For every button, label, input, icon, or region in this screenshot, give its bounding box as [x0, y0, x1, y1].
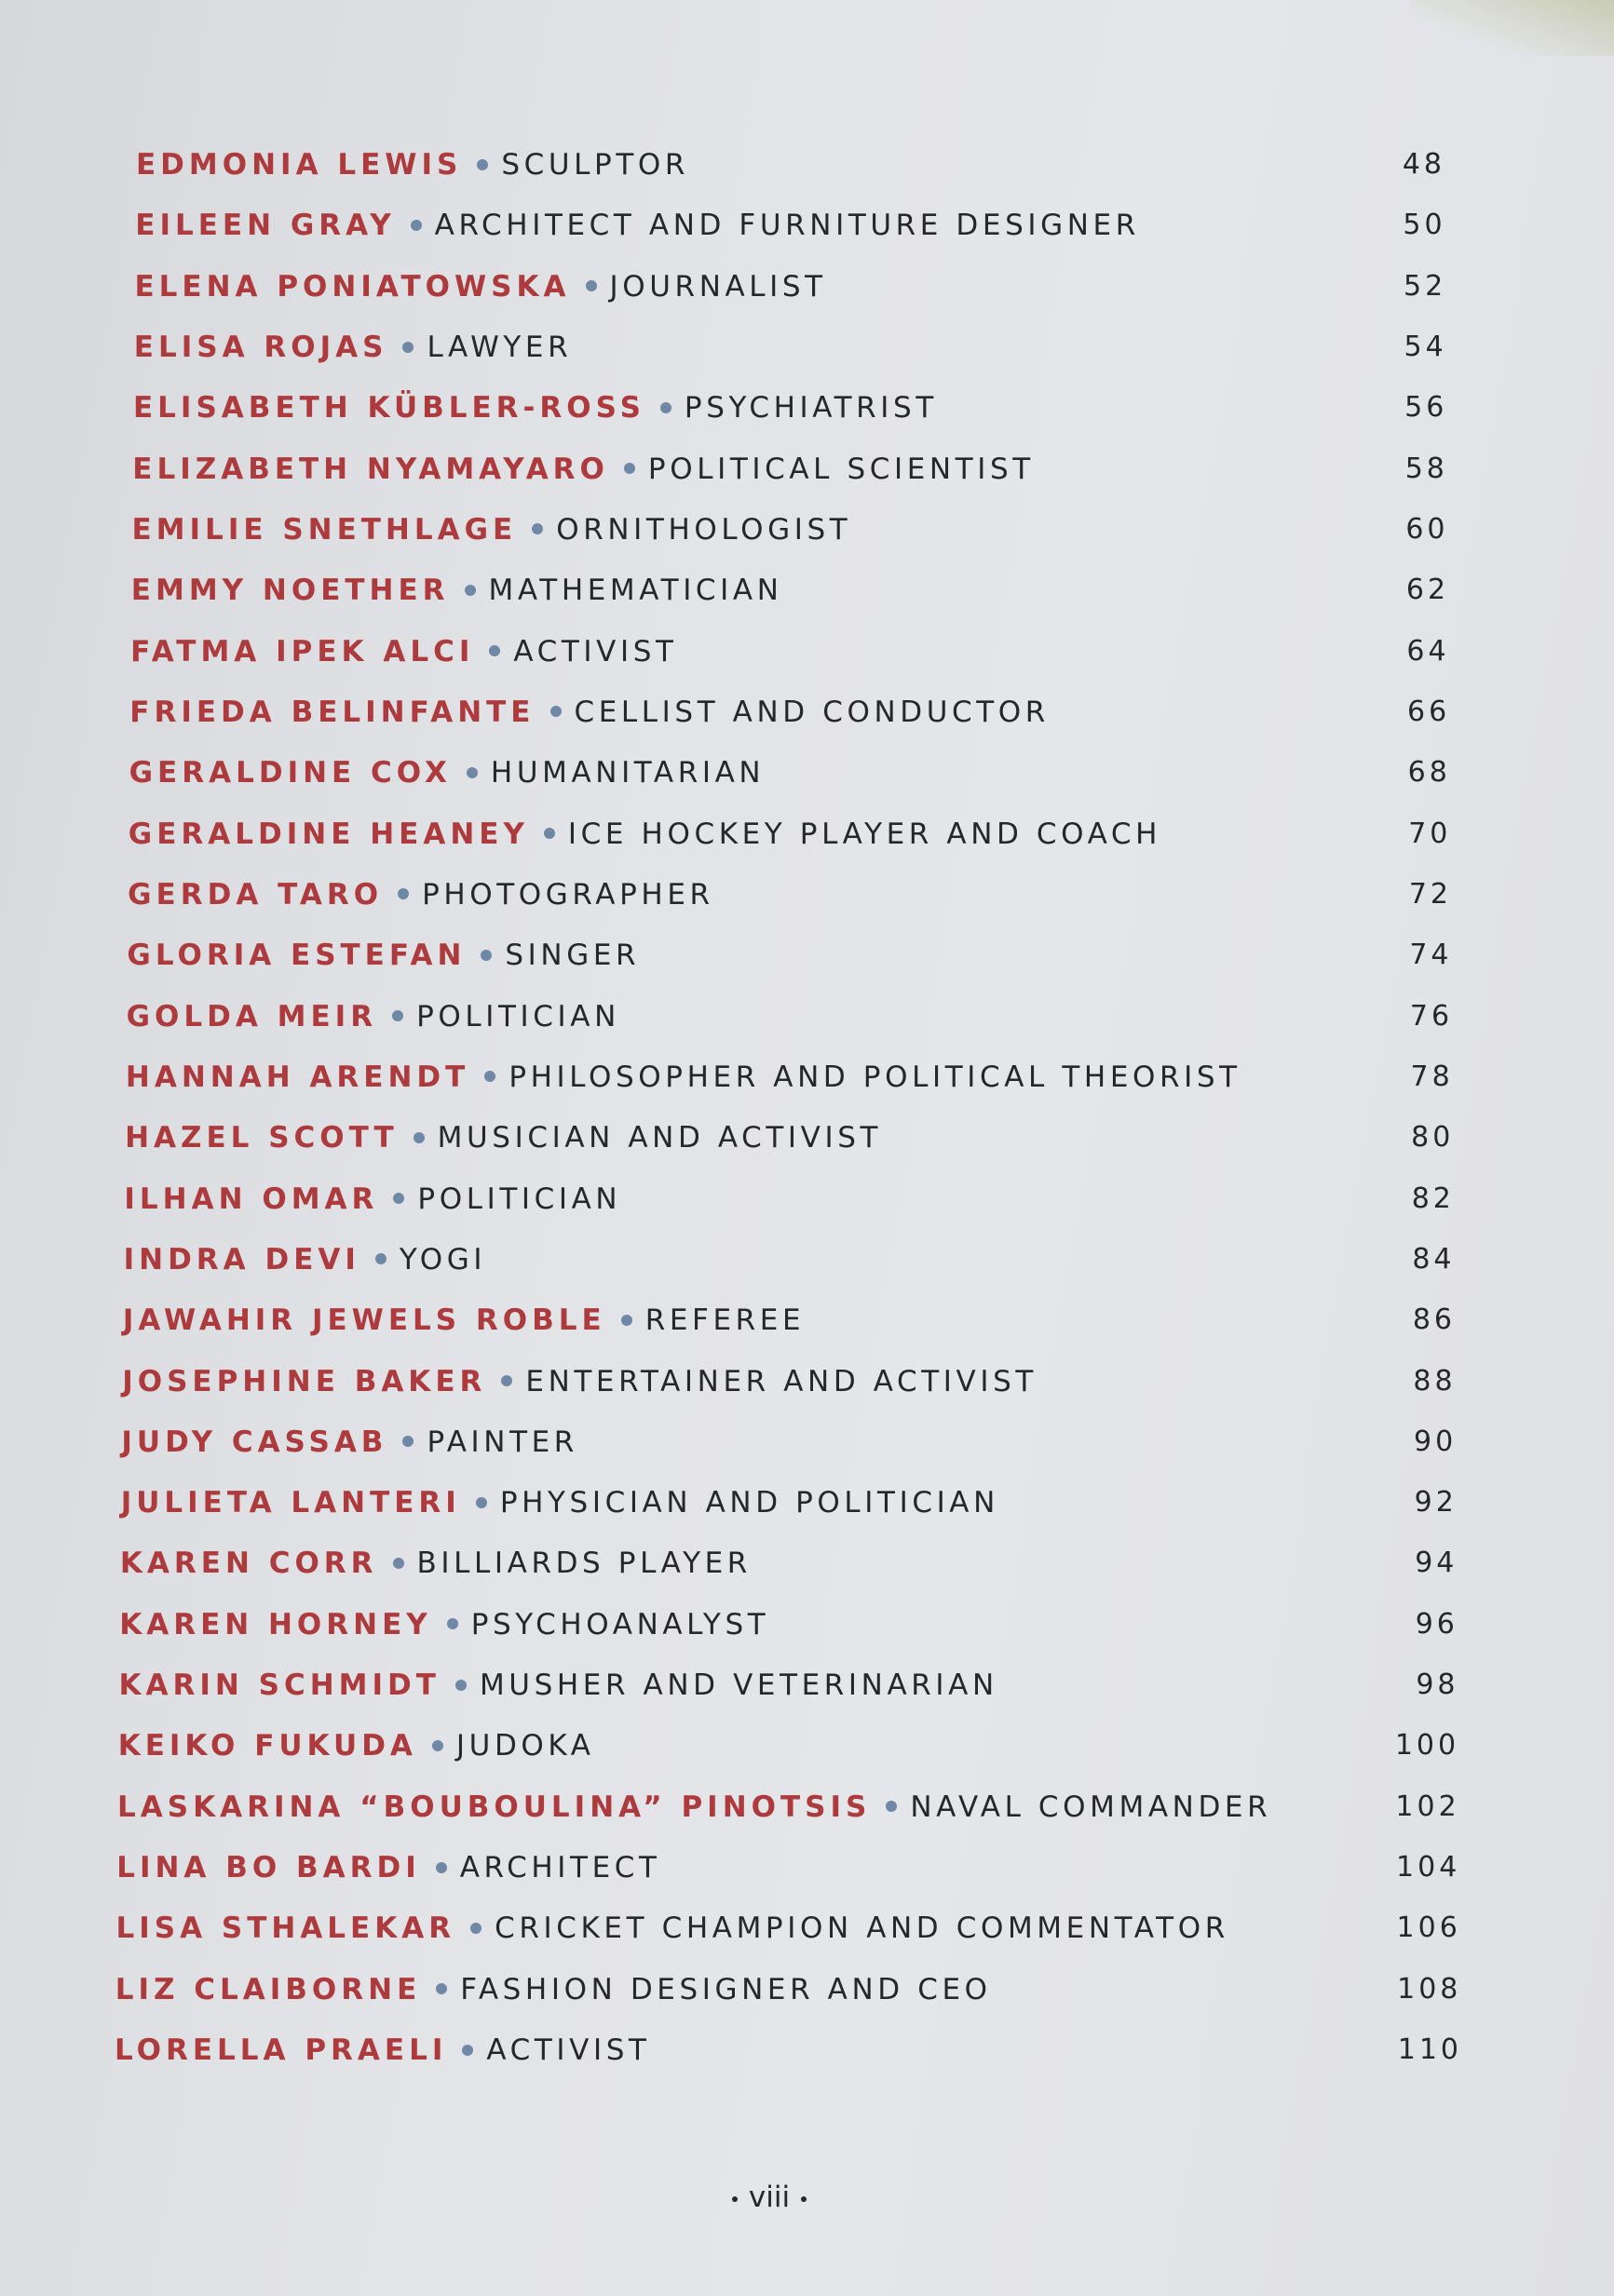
toc-entry-line [118, 1725, 595, 1766]
toc-entry-line [124, 1239, 487, 1280]
page-number: 66 [1407, 695, 1451, 728]
toc-entry [0, 1057, 1614, 1098]
person-name: LASKARINA “BOUBOULINA” PINOTSIS [117, 1790, 872, 1824]
page-number: 72 [1408, 877, 1452, 911]
toc-entry-line [135, 205, 1140, 246]
bullet-separator-icon [392, 1010, 403, 1021]
person-name: ELISABETH KÜBLER-ROSS [133, 391, 645, 425]
toc-entry [0, 509, 1614, 550]
person-name: JUDY CASSAB [121, 1425, 388, 1459]
toc-entry-line [121, 1482, 999, 1523]
page-number: 52 [1404, 269, 1447, 303]
bullet-separator-icon [393, 1193, 404, 1204]
person-role: ICE HOCKEY PLAYER AND COACH [567, 817, 1162, 851]
page-number: 88 [1413, 1364, 1457, 1398]
person-role: ENTERTAINER AND ACTIVIST [525, 1364, 1038, 1398]
page-number: 54 [1404, 331, 1447, 363]
toc-entry-line [116, 1847, 660, 1888]
toc-entry [0, 1908, 1614, 1949]
person-name: ILHAN OMAR [124, 1182, 379, 1216]
person-name: LINA BO BARDI [116, 1851, 421, 1884]
toc-entry-line [122, 1361, 1038, 1402]
toc-entry-line [135, 266, 827, 307]
toc-entry [0, 752, 1614, 793]
page-number: 84 [1412, 1242, 1456, 1276]
bullet-separator-icon [462, 2045, 473, 2056]
toc-entry-line [116, 1908, 1229, 1949]
person-role: POLITICIAN [416, 999, 620, 1033]
person-role: CRICKET CHAMPION AND COMMENTATOR [495, 1911, 1229, 1946]
page-folio [713, 2177, 825, 2218]
toc-entry [0, 1117, 1614, 1158]
toc-entry-line [130, 631, 677, 672]
page-number: 70 [1408, 817, 1452, 850]
bullet-separator-icon [886, 1801, 897, 1812]
person-role: LAWYER [427, 331, 573, 364]
person-role: NAVAL COMMANDER [910, 1790, 1272, 1824]
page-number: 50 [1403, 209, 1446, 242]
page-edge-shadow [1409, 0, 1614, 56]
person-role: JUDOKA [455, 1729, 595, 1763]
toc-entry [0, 1482, 1614, 1523]
person-name: JULIETA LANTERI [120, 1486, 461, 1520]
bullet-separator-icon [398, 888, 409, 899]
person-name: LISA STHALEKAR [115, 1911, 456, 1946]
bullet-separator-icon [624, 463, 635, 474]
person-name: LORELLA PRAELI [115, 2033, 448, 2067]
person-name: KARIN SCHMIDT [118, 1668, 441, 1703]
person-role: SINGER [505, 939, 641, 973]
person-role: YOGI [399, 1242, 487, 1276]
bullet-separator-icon [411, 220, 422, 231]
person-role: CELLIST AND CONDUCTOR [574, 695, 1050, 729]
page-number: 64 [1406, 634, 1450, 668]
page-number: 104 [1396, 1851, 1461, 1884]
toc-entry [0, 996, 1614, 1037]
person-name: EMMY NOETHER [130, 574, 450, 608]
toc-entry [0, 144, 1614, 185]
bullet-separator-icon [465, 585, 476, 596]
person-name: HAZEL SCOTT [125, 1121, 399, 1155]
page-number: 90 [1414, 1425, 1458, 1458]
bullet-separator-icon [447, 1618, 458, 1629]
page-number: 102 [1395, 1790, 1460, 1823]
toc-entry [0, 935, 1614, 976]
page-number: 94 [1415, 1546, 1458, 1580]
bullet-separator-icon [432, 1740, 443, 1751]
person-role: FASHION DESIGNER AND CEO [460, 1972, 992, 2006]
page-number: 62 [1405, 574, 1450, 607]
bullet-separator-icon [501, 1375, 512, 1386]
bullet-separator-icon [550, 706, 562, 717]
bullet-separator-icon [414, 1132, 425, 1143]
page-number: 48 [1402, 148, 1445, 181]
person-name: EMILIE SNETHLAGE [131, 512, 518, 547]
toc-entry-line [136, 144, 689, 185]
toc-entry-line [125, 1117, 882, 1158]
toc-entry-line [134, 327, 572, 368]
toc-entry-line [132, 449, 1035, 490]
page-number: 56 [1404, 391, 1448, 425]
toc-entry-line [129, 752, 766, 793]
bullet-separator-icon [477, 159, 488, 170]
page-number: 92 [1414, 1486, 1458, 1519]
toc-entry-line [126, 1057, 1241, 1098]
page-number: 60 [1405, 512, 1449, 546]
page-number: 58 [1404, 452, 1448, 485]
bullet-separator-icon [402, 1436, 414, 1447]
bullet-separator-icon [470, 1923, 481, 1934]
person-role: MUSHER AND VETERINARIAN [479, 1668, 998, 1703]
person-name: KAREN CORR [119, 1546, 378, 1581]
person-role: POLITICIAN [417, 1182, 622, 1216]
bullet-separator-icon [660, 402, 671, 413]
person-role: HUMANITARIAN [490, 756, 766, 790]
person-name: KAREN HORNEY [119, 1607, 432, 1641]
toc-entry [0, 814, 1614, 855]
bullet-separator-icon [621, 1315, 632, 1326]
bullet-separator-icon [481, 950, 492, 961]
bullet-separator-icon [532, 523, 543, 534]
toc-entry-line [131, 570, 783, 611]
person-name: GOLDA MEIR [126, 999, 378, 1033]
toc-entry-line [133, 387, 938, 428]
person-name: ELENA PONIATOWSKA [134, 269, 571, 304]
toc-entry [0, 874, 1614, 915]
toc-entry-line [115, 1969, 992, 2010]
bullet-separator-icon [489, 645, 500, 656]
toc-entry [0, 1239, 1614, 1280]
bullet-separator-icon [467, 767, 478, 778]
person-role: SCULPTOR [501, 148, 690, 182]
person-role: PSYCHOANALYST [470, 1607, 770, 1641]
toc-entry [0, 1847, 1614, 1888]
toc-entry-line [117, 1787, 1271, 1828]
bullet-separator-icon [484, 1071, 495, 1082]
bullet-separator-icon [402, 342, 414, 353]
person-name: ELIZABETH NYAMAYARO [132, 452, 609, 486]
toc-entry [0, 387, 1614, 428]
toc-entry [0, 1604, 1614, 1645]
toc-entry [0, 327, 1614, 368]
person-role: PHOTOGRAPHER [422, 877, 714, 912]
person-name: GLORIA ESTEFAN [127, 939, 467, 973]
toc-entry [0, 1787, 1614, 1828]
page-number: 80 [1411, 1121, 1455, 1155]
bullet-separator-icon [476, 1497, 487, 1508]
toc-entry-line [132, 509, 852, 550]
toc-entry [0, 449, 1614, 490]
folio-number: viii [748, 2181, 791, 2214]
page-number: 110 [1397, 2033, 1462, 2066]
toc-entry [0, 1361, 1614, 1402]
toc-entry [0, 1543, 1614, 1584]
toc-entry-line [127, 935, 640, 976]
page-number: 76 [1409, 999, 1454, 1033]
person-role: MATHEMATICIAN [488, 574, 783, 608]
person-role: ARCHITECT [459, 1851, 661, 1884]
bullet-separator-icon [436, 1983, 447, 1994]
person-name: JAWAHIR JEWELS ROBLE [122, 1303, 606, 1338]
toc-entry [0, 1300, 1614, 1341]
toc-entry-line [123, 1300, 805, 1341]
bullet-separator-icon [455, 1680, 467, 1691]
person-name: EDMONIA LEWIS [136, 148, 463, 182]
person-role: PHYSICIAN AND POLITICIAN [499, 1486, 999, 1520]
person-name: GERALDINE COX [129, 756, 452, 790]
person-name: KEIKO FUKUDA [117, 1729, 417, 1763]
person-role: MUSICIAN AND ACTIVIST [437, 1121, 883, 1155]
toc-entry-line [119, 1604, 769, 1645]
toc-entry [0, 570, 1614, 611]
page-number: 86 [1412, 1303, 1456, 1337]
toc-entry [0, 266, 1614, 307]
person-role: ACTIVIST [513, 634, 678, 669]
person-name: INDRA DEVI [123, 1242, 360, 1276]
person-role: PSYCHIATRIST [684, 391, 938, 425]
person-role: ARCHITECT AND FURNITURE DESIGNER [434, 209, 1140, 243]
page-number: 82 [1411, 1182, 1455, 1215]
person-name: LIZ CLAIBORNE [115, 1972, 422, 2006]
page-number: 100 [1394, 1729, 1460, 1763]
toc-entry-line [128, 874, 714, 915]
person-name: ELISA ROJAS [133, 331, 388, 364]
page-number: 96 [1415, 1607, 1458, 1641]
page-number: 74 [1409, 939, 1453, 972]
toc-entry-line [124, 1179, 621, 1220]
person-role: ORNITHOLOGIST [556, 512, 852, 547]
person-name: HANNAH ARENDT [125, 1060, 470, 1094]
toc-entry [0, 692, 1614, 733]
folio-dot-left [732, 2196, 738, 2202]
person-role: REFEREE [644, 1303, 806, 1338]
toc-entry-line [115, 2030, 651, 2071]
person-name: GERALDINE HEANEY [128, 817, 529, 851]
page-number: 98 [1416, 1668, 1459, 1702]
toc-entry [0, 1969, 1614, 2010]
bullet-separator-icon [544, 828, 555, 839]
toc-entry-line [121, 1422, 578, 1463]
toc-entry-line [120, 1543, 752, 1584]
folio-dot-right [801, 2196, 807, 2202]
bullet-separator-icon [393, 1558, 404, 1569]
person-role: ACTIVIST [486, 2033, 651, 2067]
person-name: FRIEDA BELINFANTE [129, 695, 536, 729]
bullet-separator-icon [586, 280, 597, 291]
bullet-separator-icon [436, 1862, 447, 1873]
person-role: JOURNALIST [609, 269, 827, 304]
person-role: POLITICAL SCIENTIST [647, 452, 1035, 486]
person-name: GERDA TARO [128, 877, 384, 912]
toc-entry [0, 1179, 1614, 1220]
toc-entry-line [119, 1665, 998, 1706]
bullet-separator-icon [375, 1253, 387, 1264]
person-name: FATMA IPEK ALCI [130, 634, 475, 669]
page-number: 68 [1407, 756, 1451, 790]
toc-entry [0, 1422, 1614, 1463]
person-role: BILLIARDS PLAYER [416, 1546, 752, 1581]
toc-entry [0, 631, 1614, 672]
person-name: EILEEN GRAY [135, 209, 396, 243]
person-name: JOSEPHINE BAKER [122, 1364, 487, 1398]
person-role: PHILOSOPHER AND POLITICAL THEORIST [509, 1060, 1241, 1094]
toc-entry-line [129, 814, 1161, 855]
toc-entry [0, 205, 1614, 246]
toc-entry [0, 1665, 1614, 1706]
page-number: 108 [1397, 1972, 1462, 2006]
toc-entry [0, 2030, 1614, 2071]
page-number: 78 [1410, 1060, 1454, 1093]
person-role: PAINTER [427, 1425, 578, 1459]
toc-entry-line [127, 996, 620, 1037]
toc-entry [0, 1725, 1614, 1766]
page-number: 106 [1396, 1911, 1461, 1945]
toc-entry-line [129, 692, 1050, 733]
